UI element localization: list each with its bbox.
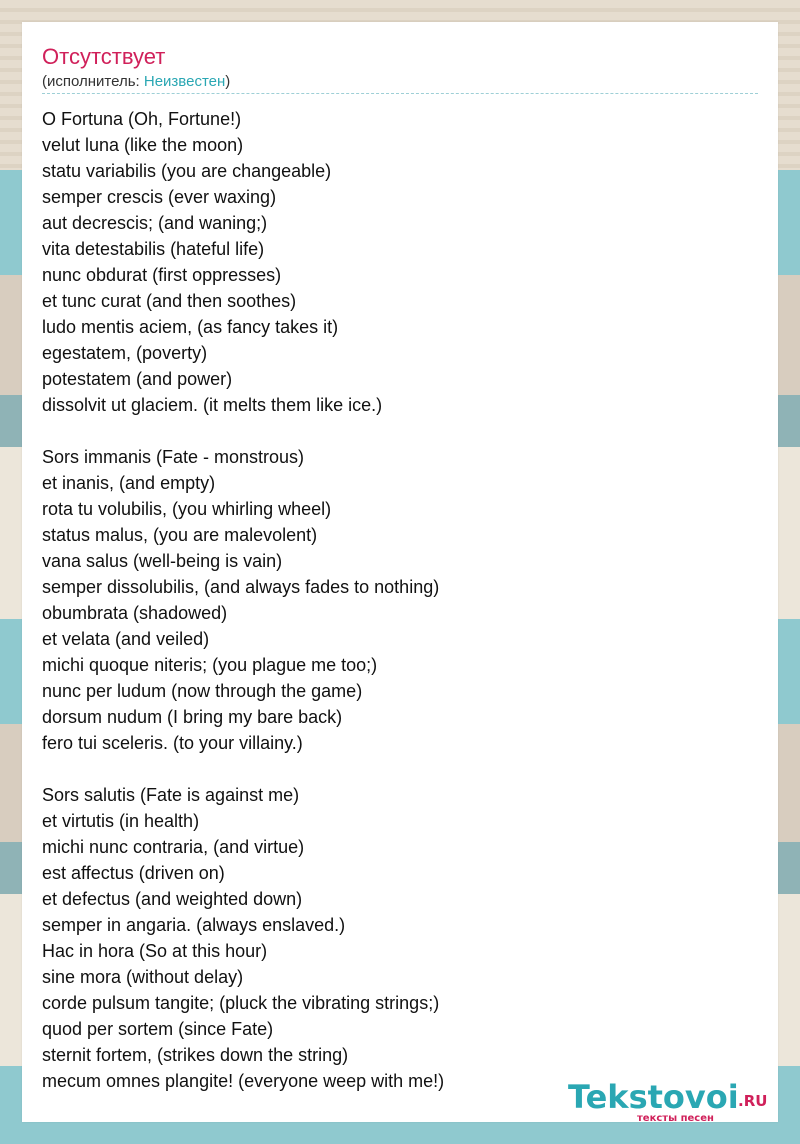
lyric-line: dissolvit ut glaciem. (it melts them like ice.) — [42, 395, 383, 415]
lyric-line: Sors immanis (Fate - monstrous) — [42, 447, 305, 467]
lyric-line: et virtutis (in health) — [42, 811, 200, 831]
stanza-break — [42, 418, 758, 444]
logo-subtitle: тексты песен — [637, 1113, 714, 1124]
lyric-line: fero tui sceleris. (to your villainy.) — [42, 733, 303, 753]
artist-line — [42, 73, 230, 91]
lyric-line: et defectus (and weighted down) — [42, 889, 303, 909]
logo-wordmark: Tekstovoi — [568, 1078, 739, 1116]
lyric-line: velut luna (like the moon) — [42, 135, 244, 155]
dashed-divider — [42, 93, 758, 94]
lyric-line: dorsum nudum (I bring my bare back) — [42, 707, 343, 727]
lyric-line: est affectus (driven on) — [42, 863, 225, 883]
site-logo[interactable] — [568, 1078, 778, 1128]
lyric-line: sternit fortem, (strikes down the string) — [42, 1045, 349, 1065]
lyric-line: obumbrata (shadowed) — [42, 603, 228, 623]
lyric-line: michi nunc contraria, (and virtue) — [42, 837, 305, 857]
lyric-line: semper crescis (ever waxing) — [42, 187, 277, 207]
lyric-line: ludo mentis aciem, (as fancy takes it) — [42, 317, 339, 337]
lyric-line: et tunc curat (and then soothes) — [42, 291, 297, 311]
lyric-line: quod per sortem (since Fate) — [42, 1019, 274, 1039]
artist-suffix: ) — [225, 73, 231, 90]
lyric-line: nunc obdurat (first oppresses) — [42, 265, 282, 285]
logo-domain: .RU — [738, 1092, 768, 1110]
lyric-line: aut decrescis; (and waning;) — [42, 213, 268, 233]
lyric-line: et inanis, (and empty) — [42, 473, 216, 493]
lyric-line: sine mora (without delay) — [42, 967, 244, 987]
lyric-line: semper in angaria. (always enslaved.) — [42, 915, 346, 935]
lyric-line: mecum omnes plangite! (everyone weep with me!) — [42, 1071, 445, 1091]
artist-link[interactable]: Неизвестен — [143, 73, 226, 90]
lyric-line: Sors salutis (Fate is against me) — [42, 785, 300, 805]
lyric-line: O Fortuna (Oh, Fortune!) — [42, 109, 242, 129]
song-title: Отсутствует — [42, 44, 166, 69]
lyric-line: et velata (and veiled) — [42, 629, 210, 649]
lyrics-card — [22, 22, 778, 1122]
lyric-line: egestatem, (poverty) — [42, 343, 208, 363]
lyric-line: statu variabilis (you are changeable) — [42, 161, 332, 181]
lyric-line: potestatem (and power) — [42, 369, 233, 389]
lyric-line: nunc per ludum (now through the game) — [42, 681, 363, 701]
lyric-line: corde pulsum tangite; (pluck the vibrating strings;) — [42, 993, 440, 1013]
stanza-break — [42, 756, 758, 782]
artist-prefix: (исполнитель: — [42, 73, 144, 90]
lyric-line: status malus, (you are malevolent) — [42, 525, 318, 545]
lyric-line: vita detestabilis (hateful life) — [42, 239, 265, 259]
lyric-line: michi quoque niteris; (you plague me too;) — [42, 655, 378, 675]
lyric-line: rota tu volubilis, (you whirling wheel) — [42, 499, 332, 519]
lyric-line: semper dissolubilis, (and always fades to nothing) — [42, 577, 440, 597]
lyrics-text — [42, 106, 758, 1094]
lyric-line: Hac in hora (So at this hour) — [42, 941, 268, 961]
lyric-line: vana salus (well-being is vain) — [42, 551, 283, 571]
